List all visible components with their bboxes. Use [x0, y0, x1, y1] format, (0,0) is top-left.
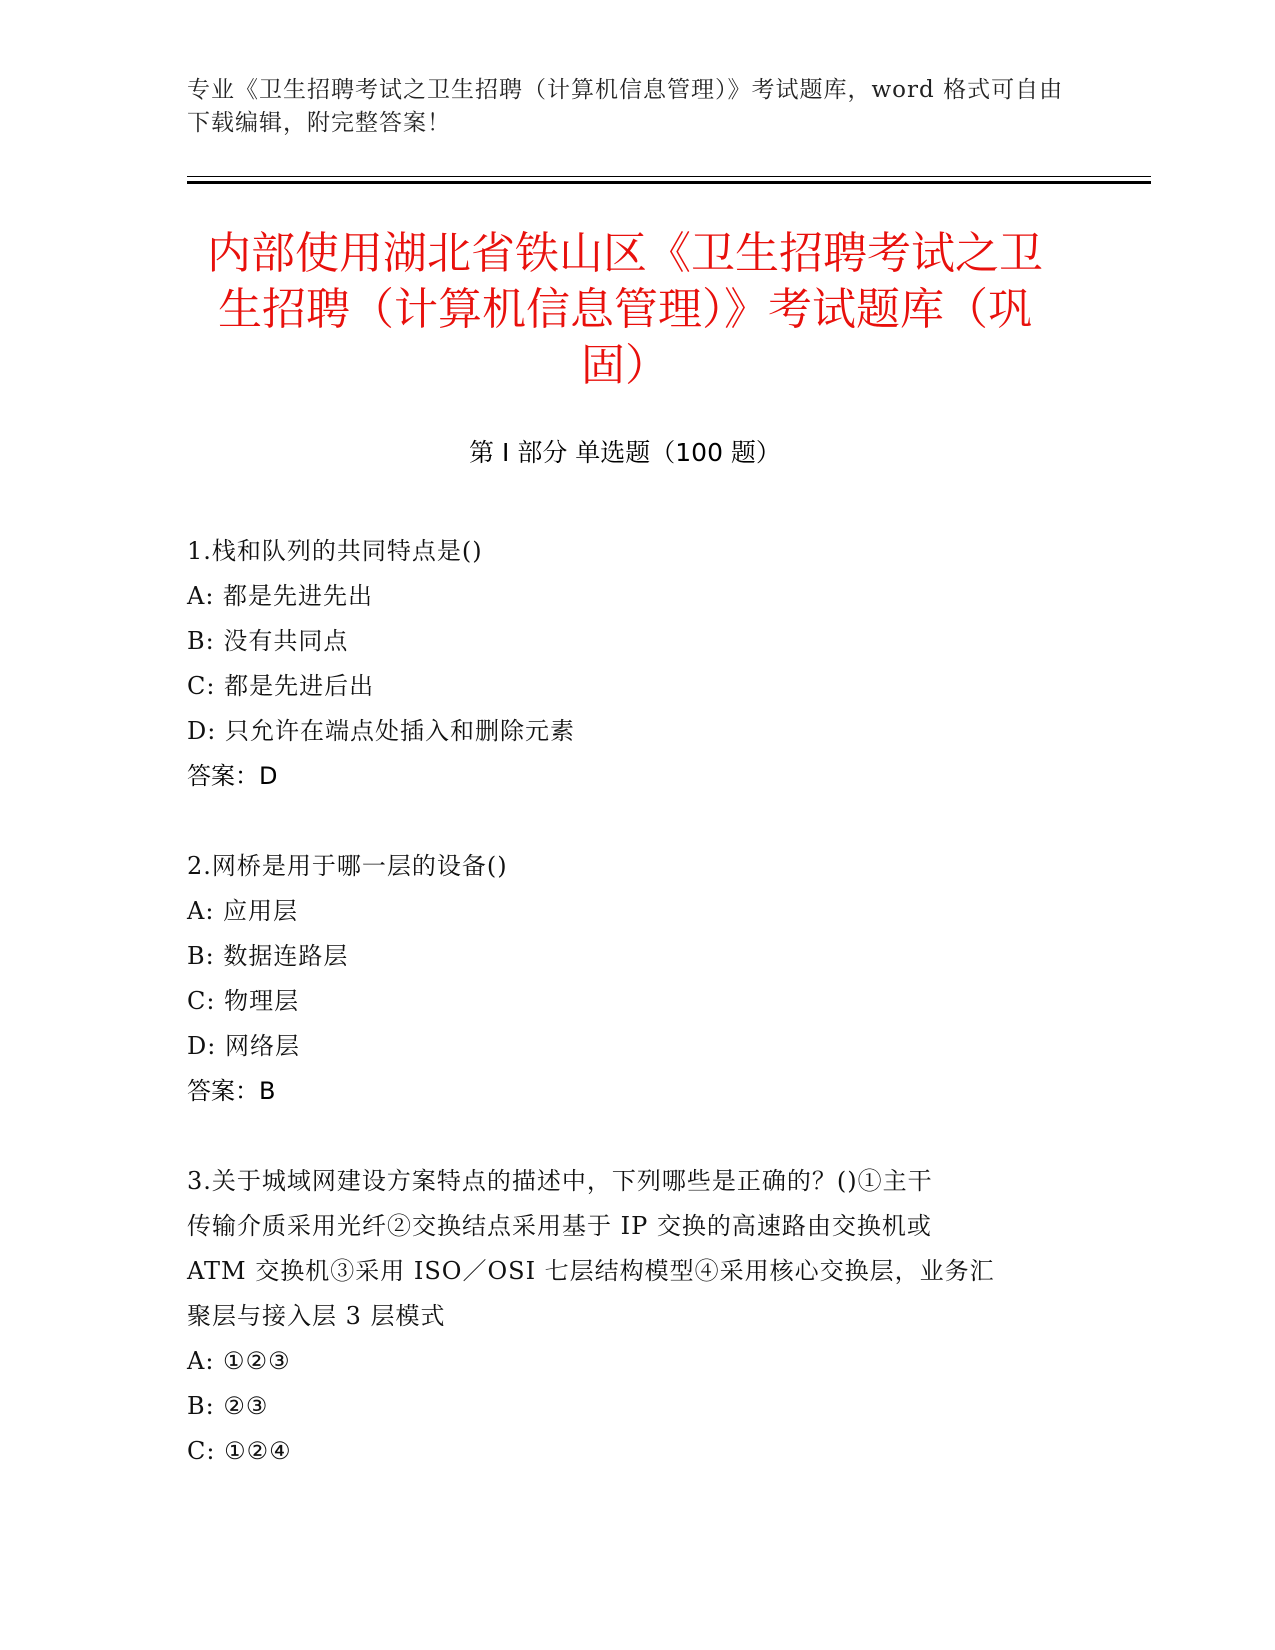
question-stem [187, 1159, 1067, 1339]
option-d: D: 只允许在端点处插入和删除元素 [187, 717, 575, 745]
option-a: A: 应用层 [187, 897, 299, 925]
option-c: C: 都是先进后出 [187, 672, 375, 700]
option-b: B: ②③ [187, 1392, 269, 1420]
option-c: C: 物理层 [187, 987, 300, 1015]
section-title: 第 I 部分 单选题（100 题） [469, 438, 781, 467]
option-a: A: ①②③ [187, 1347, 291, 1375]
document-title: 内部使用湖北省铁山区《卫生招聘考试之卫生招聘（计算机信息管理）》考试题库（巩固） [207, 228, 1043, 391]
header-description: 专业《卫生招聘考试之卫生招聘（计算机信息管理）》考试题库，word 格式可自由下载编辑，附完整答案！ [187, 77, 1064, 136]
question-2 [187, 844, 1067, 1114]
question-stem [187, 844, 1067, 889]
question-list [187, 529, 1067, 1519]
option-c: C: ①②④ [187, 1437, 292, 1465]
header-divider-thick [187, 181, 1151, 184]
question-stem-line: ATM 交换机③采用 ISO／OSI 七层结构模型④采用核心交换层，业务汇 [187, 1257, 995, 1285]
header-divider-thin [187, 176, 1151, 177]
option-b: B: 没有共同点 [187, 627, 349, 655]
question-stem [187, 529, 1067, 574]
answer-line: 答案：D [187, 762, 278, 790]
question-stem-line: 2.网桥是用于哪一层的设备() [187, 852, 508, 880]
question-stem-line: 聚层与接入层 3 层模式 [187, 1302, 446, 1330]
option-a: A: 都是先进先出 [187, 582, 374, 610]
question-stem-line: 1.栈和队列的共同特点是() [187, 537, 483, 565]
option-d: D: 网络层 [187, 1032, 300, 1060]
answer-line: 答案：B [187, 1077, 276, 1105]
question-3 [187, 1159, 1067, 1474]
question-stem-line: 传输介质采用光纤②交换结点采用基于 IP 交换的高速路由交换机或 [187, 1212, 932, 1240]
question-1 [187, 529, 1067, 799]
question-stem-line: 3.关于城域网建设方案特点的描述中，下列哪些是正确的？()①主干 [187, 1167, 933, 1195]
option-b: B: 数据连路层 [187, 942, 349, 970]
